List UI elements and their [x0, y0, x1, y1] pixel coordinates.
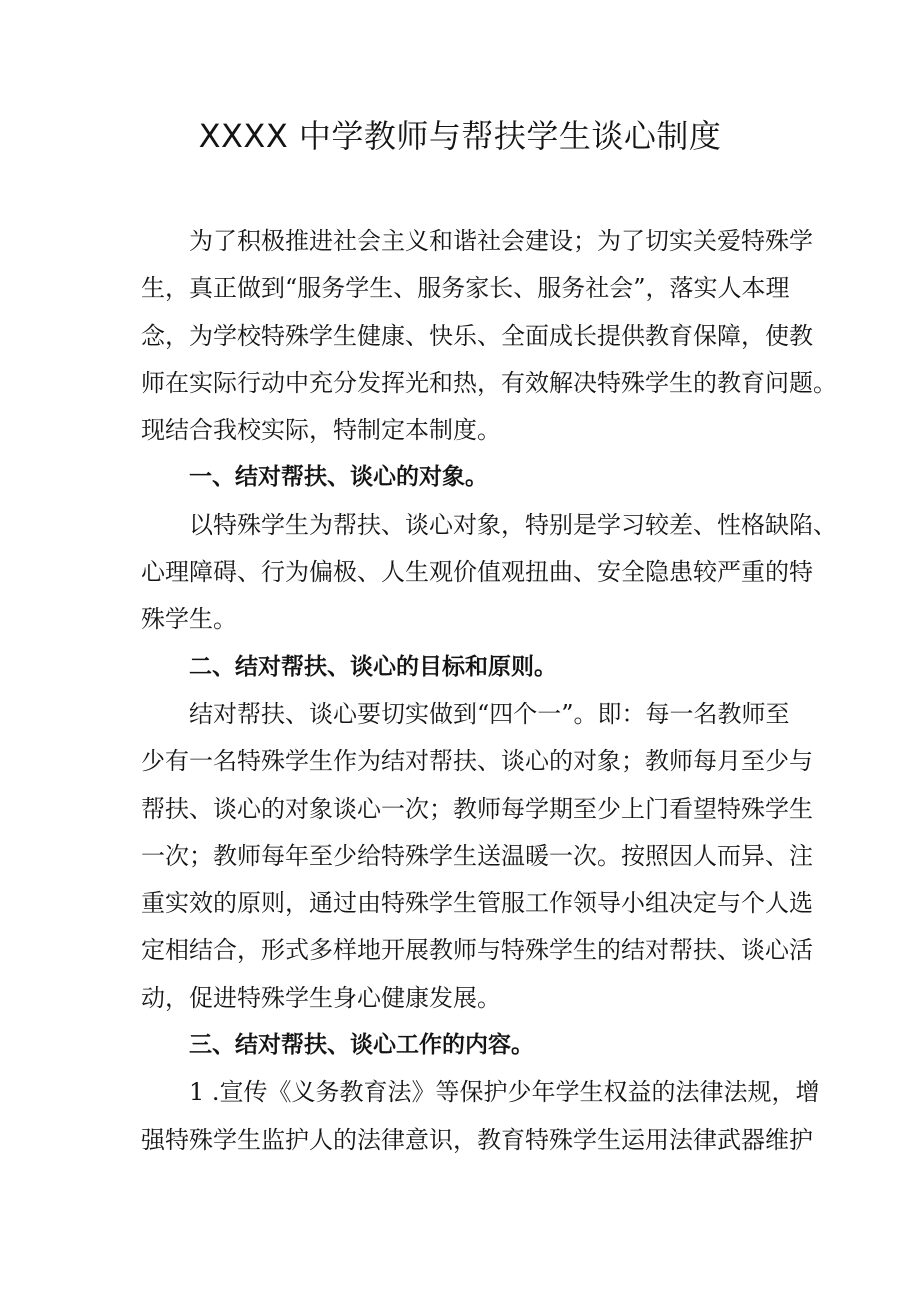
paragraph-line: 师在实际行动中充分发挥光和热，有效解决特殊学生的教育问题。 — [141, 368, 837, 397]
document-body — [141, 218, 837, 1164]
paragraph-line: 帮扶、谈心的对象谈心一次；教师每学期至少上门看望特殊学生 — [141, 794, 813, 823]
section-heading: 一、结对帮扶、谈心的对象。 — [189, 464, 488, 491]
paragraph-line: 为了积极推进社会主义和谐社会建设；为了切实关爱特殊学 — [189, 227, 813, 255]
paragraph-line: 念，为学校特殊学生健康、快乐、全面成长提供教育保障，使教 — [141, 321, 813, 350]
page-title: XXXX 中学教师与帮扶学生谈心制度 — [198, 117, 722, 155]
section-heading: 三、结对帮扶、谈心工作的内容。 — [189, 1032, 534, 1059]
paragraph-line: 现结合我校实际，特制定本制度。 — [141, 416, 501, 445]
paragraph-line: 结对帮扶、谈心要切实做到“四个一”。即：每一名教师至 — [189, 699, 790, 728]
paragraph-line: 动，促进特殊学生身心健康发展。 — [141, 983, 501, 1012]
paragraph-line: 生，真正做到“服务学生、服务家长、服务社会”，落实人本理 — [141, 274, 790, 303]
paragraph-line: 1 .宣传《义务教育法》等保护少年学生权益的法律法规，增 — [189, 1078, 820, 1107]
paragraph-line: 心理障碍、行为偏极、人生观价值观扭曲、安全隐患较严重的特 — [141, 558, 813, 587]
paragraph-line: 以特殊学生为帮扶、谈心对象，特别是学习较差、性格缺陷、 — [189, 510, 837, 539]
paragraph-line: 强特殊学生监护人的法律意识，教育特殊学生运用法律武器维护 — [141, 1125, 813, 1154]
paragraph-line: 少有一名特殊学生作为结对帮扶、谈心的对象；教师每月至少与 — [141, 747, 813, 776]
paragraph-line: 殊学生。 — [141, 605, 237, 634]
paragraph-line: 一次；教师每年至少给特殊学生送温暖一次。按照因人而异、注 — [141, 841, 813, 870]
paragraph-line: 重实效的原则，通过由特殊学生管服工作领导小组决定与个人选 — [141, 889, 813, 918]
section-heading: 二、结对帮扶、谈心的目标和原则。 — [189, 653, 557, 680]
paragraph-line: 定相结合，形式多样地开展教师与特殊学生的结对帮扶、谈心活 — [141, 936, 813, 965]
